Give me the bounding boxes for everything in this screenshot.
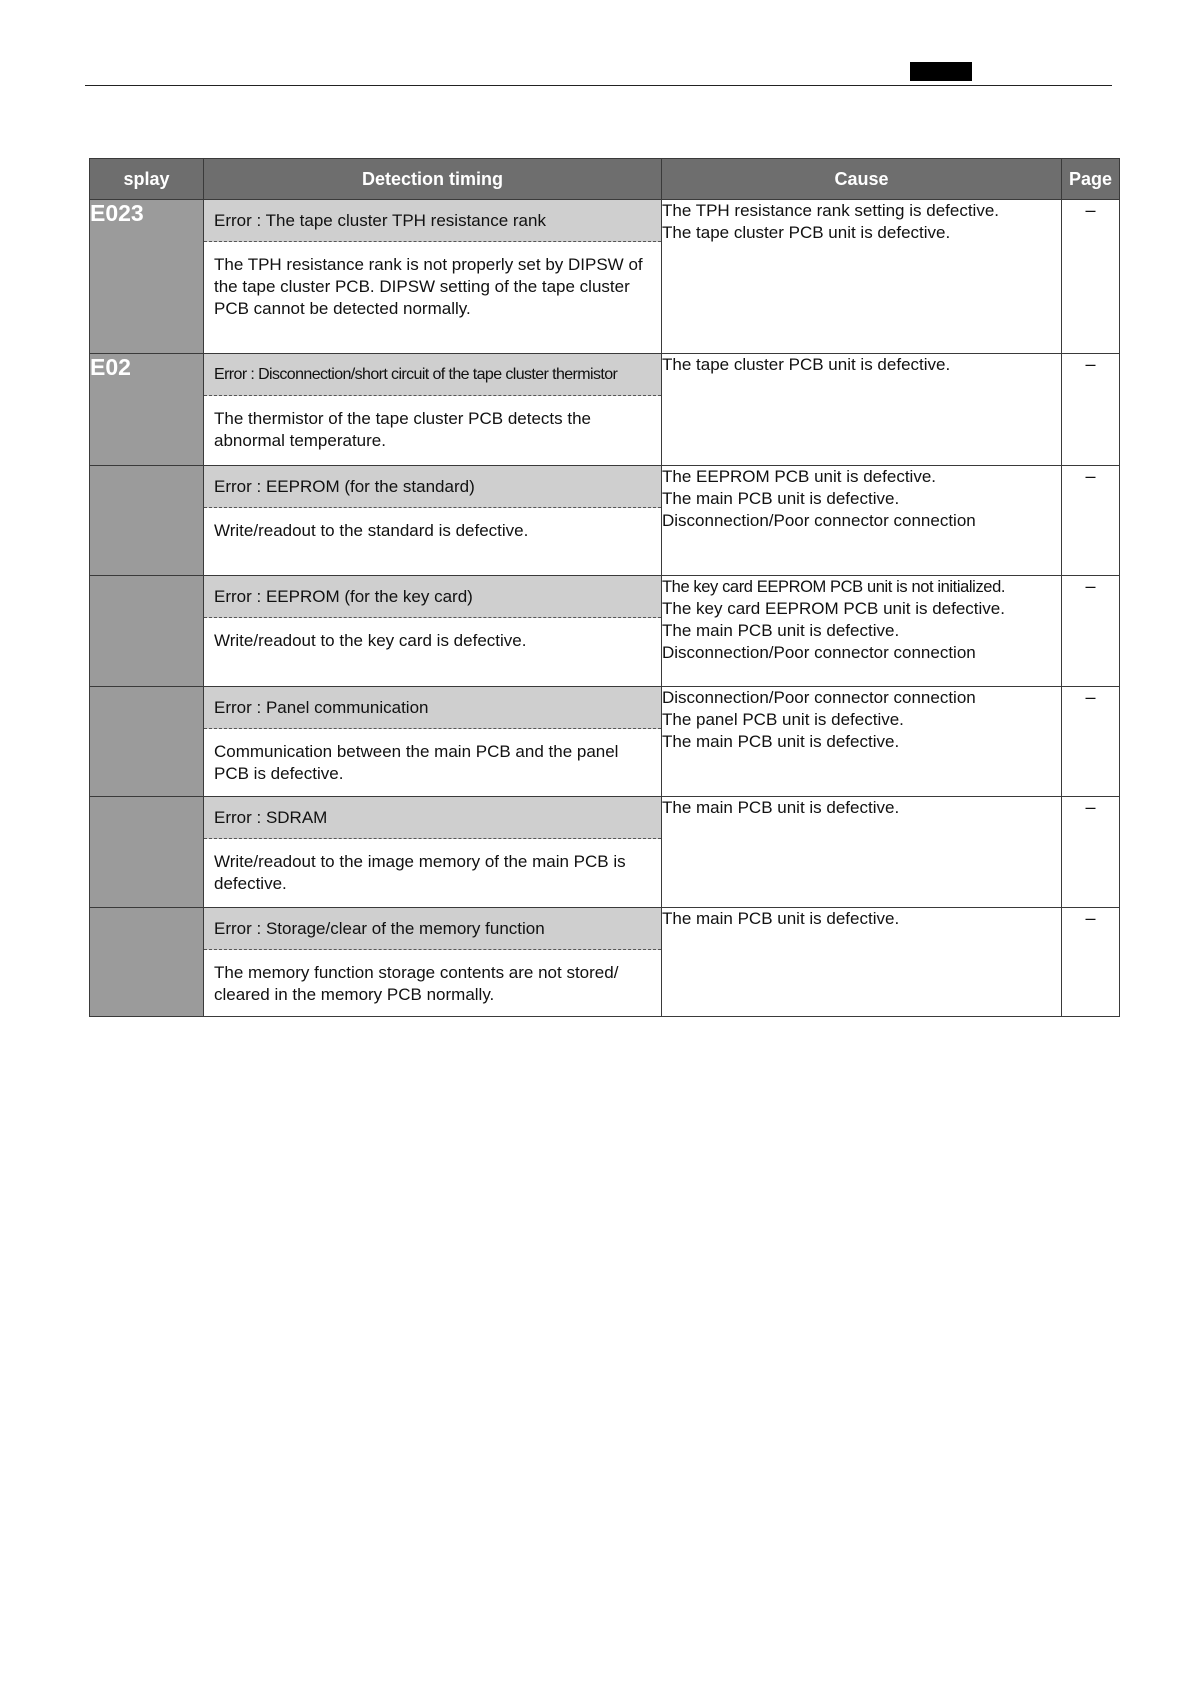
cause-line: The key card EEPROM PCB unit is defective. <box>662 599 1005 618</box>
error-title: Error : Panel communication <box>204 687 661 729</box>
detection-cell <box>204 466 662 576</box>
detection-cell <box>204 797 662 908</box>
column-header-display: splay <box>90 159 204 200</box>
page-ref: – <box>1062 797 1120 908</box>
table-row <box>90 797 1120 908</box>
cause-cell <box>662 466 1062 576</box>
header-tab-marker <box>910 62 972 81</box>
error-description: The memory function storage contents are not stored/ cleared in the memory PCB normally. <box>214 963 619 1004</box>
page-ref: – <box>1062 354 1120 466</box>
cause-line: The tape cluster PCB unit is defective. <box>662 223 951 242</box>
cause-cell <box>662 908 1062 1017</box>
cause-line: The EEPROM PCB unit is defective. <box>662 467 936 486</box>
cause-line: The main PCB unit is defective. <box>662 798 900 817</box>
error-description: Write/readout to the key card is defective. <box>214 631 527 650</box>
cause-line: The panel PCB unit is defective. <box>662 710 904 729</box>
cause-line: The main PCB unit is defective. <box>662 621 900 640</box>
table-header-row <box>90 159 1120 200</box>
error-description: Communication between the main PCB and the panel PCB is defective. <box>214 742 619 783</box>
column-header-detection: Detection timing <box>204 159 662 200</box>
cause-line: Disconnection/Poor connector connection <box>662 688 976 707</box>
error-code <box>90 797 204 908</box>
error-title: Error : SDRAM <box>204 797 661 839</box>
cause-line: The main PCB unit is defective. <box>662 909 900 928</box>
error-description: Write/readout to the image memory of the main PCB is defective. <box>214 852 626 893</box>
detection-cell <box>204 354 662 466</box>
cause-cell <box>662 576 1062 687</box>
page-ref: – <box>1062 200 1120 354</box>
error-code <box>90 466 204 576</box>
error-description: Write/readout to the standard is defective. <box>214 521 529 540</box>
cause-line: Disconnection/Poor connector connection <box>662 511 976 530</box>
error-code: E02 <box>90 354 204 466</box>
table-row <box>90 354 1120 466</box>
detection-cell <box>204 908 662 1017</box>
error-code <box>90 908 204 1017</box>
table-row <box>90 908 1120 1017</box>
error-code-table <box>89 158 1120 1017</box>
cause-line: The TPH resistance rank setting is defective. <box>662 201 1000 220</box>
page-ref: – <box>1062 466 1120 576</box>
detection-cell <box>204 576 662 687</box>
page-ref: – <box>1062 687 1120 797</box>
error-title: Error : Disconnection/short circuit of the tape cluster thermistor <box>204 354 661 396</box>
cause-line: The main PCB unit is defective. <box>662 489 900 508</box>
cause-cell <box>662 687 1062 797</box>
cause-line: Disconnection/Poor connector connection <box>662 643 976 662</box>
cause-cell <box>662 797 1062 908</box>
error-code <box>90 687 204 797</box>
error-title: Error : Storage/clear of the memory function <box>204 908 661 950</box>
cause-line: The main PCB unit is defective. <box>662 732 900 751</box>
detection-cell <box>204 200 662 354</box>
cause-line: The key card EEPROM PCB unit is not initialized. <box>662 578 1006 596</box>
table-row <box>90 576 1120 687</box>
page-ref: – <box>1062 908 1120 1017</box>
page-ref: – <box>1062 576 1120 687</box>
error-description: The TPH resistance rank is not properly set by DIPSW of the tape cluster PCB. DIPSW setting of the tape cluster PCB cannot be detected normally. <box>214 255 643 318</box>
cause-cell <box>662 200 1062 354</box>
error-description: The thermistor of the tape cluster PCB detects the abnormal temperature. <box>214 409 592 450</box>
error-code: E023 <box>90 200 204 354</box>
error-title: Error : The tape cluster TPH resistance rank <box>204 200 661 242</box>
column-header-page: Page <box>1062 159 1120 200</box>
table-row <box>90 687 1120 797</box>
error-title: Error : EEPROM (for the key card) <box>204 576 661 618</box>
cause-cell <box>662 354 1062 466</box>
cause-line: The tape cluster PCB unit is defective. <box>662 355 951 374</box>
table-row <box>90 466 1120 576</box>
detection-cell <box>204 687 662 797</box>
header-rule <box>85 85 1112 86</box>
column-header-cause: Cause <box>662 159 1062 200</box>
error-code <box>90 576 204 687</box>
table-row <box>90 200 1120 354</box>
error-title: Error : EEPROM (for the standard) <box>204 466 661 508</box>
